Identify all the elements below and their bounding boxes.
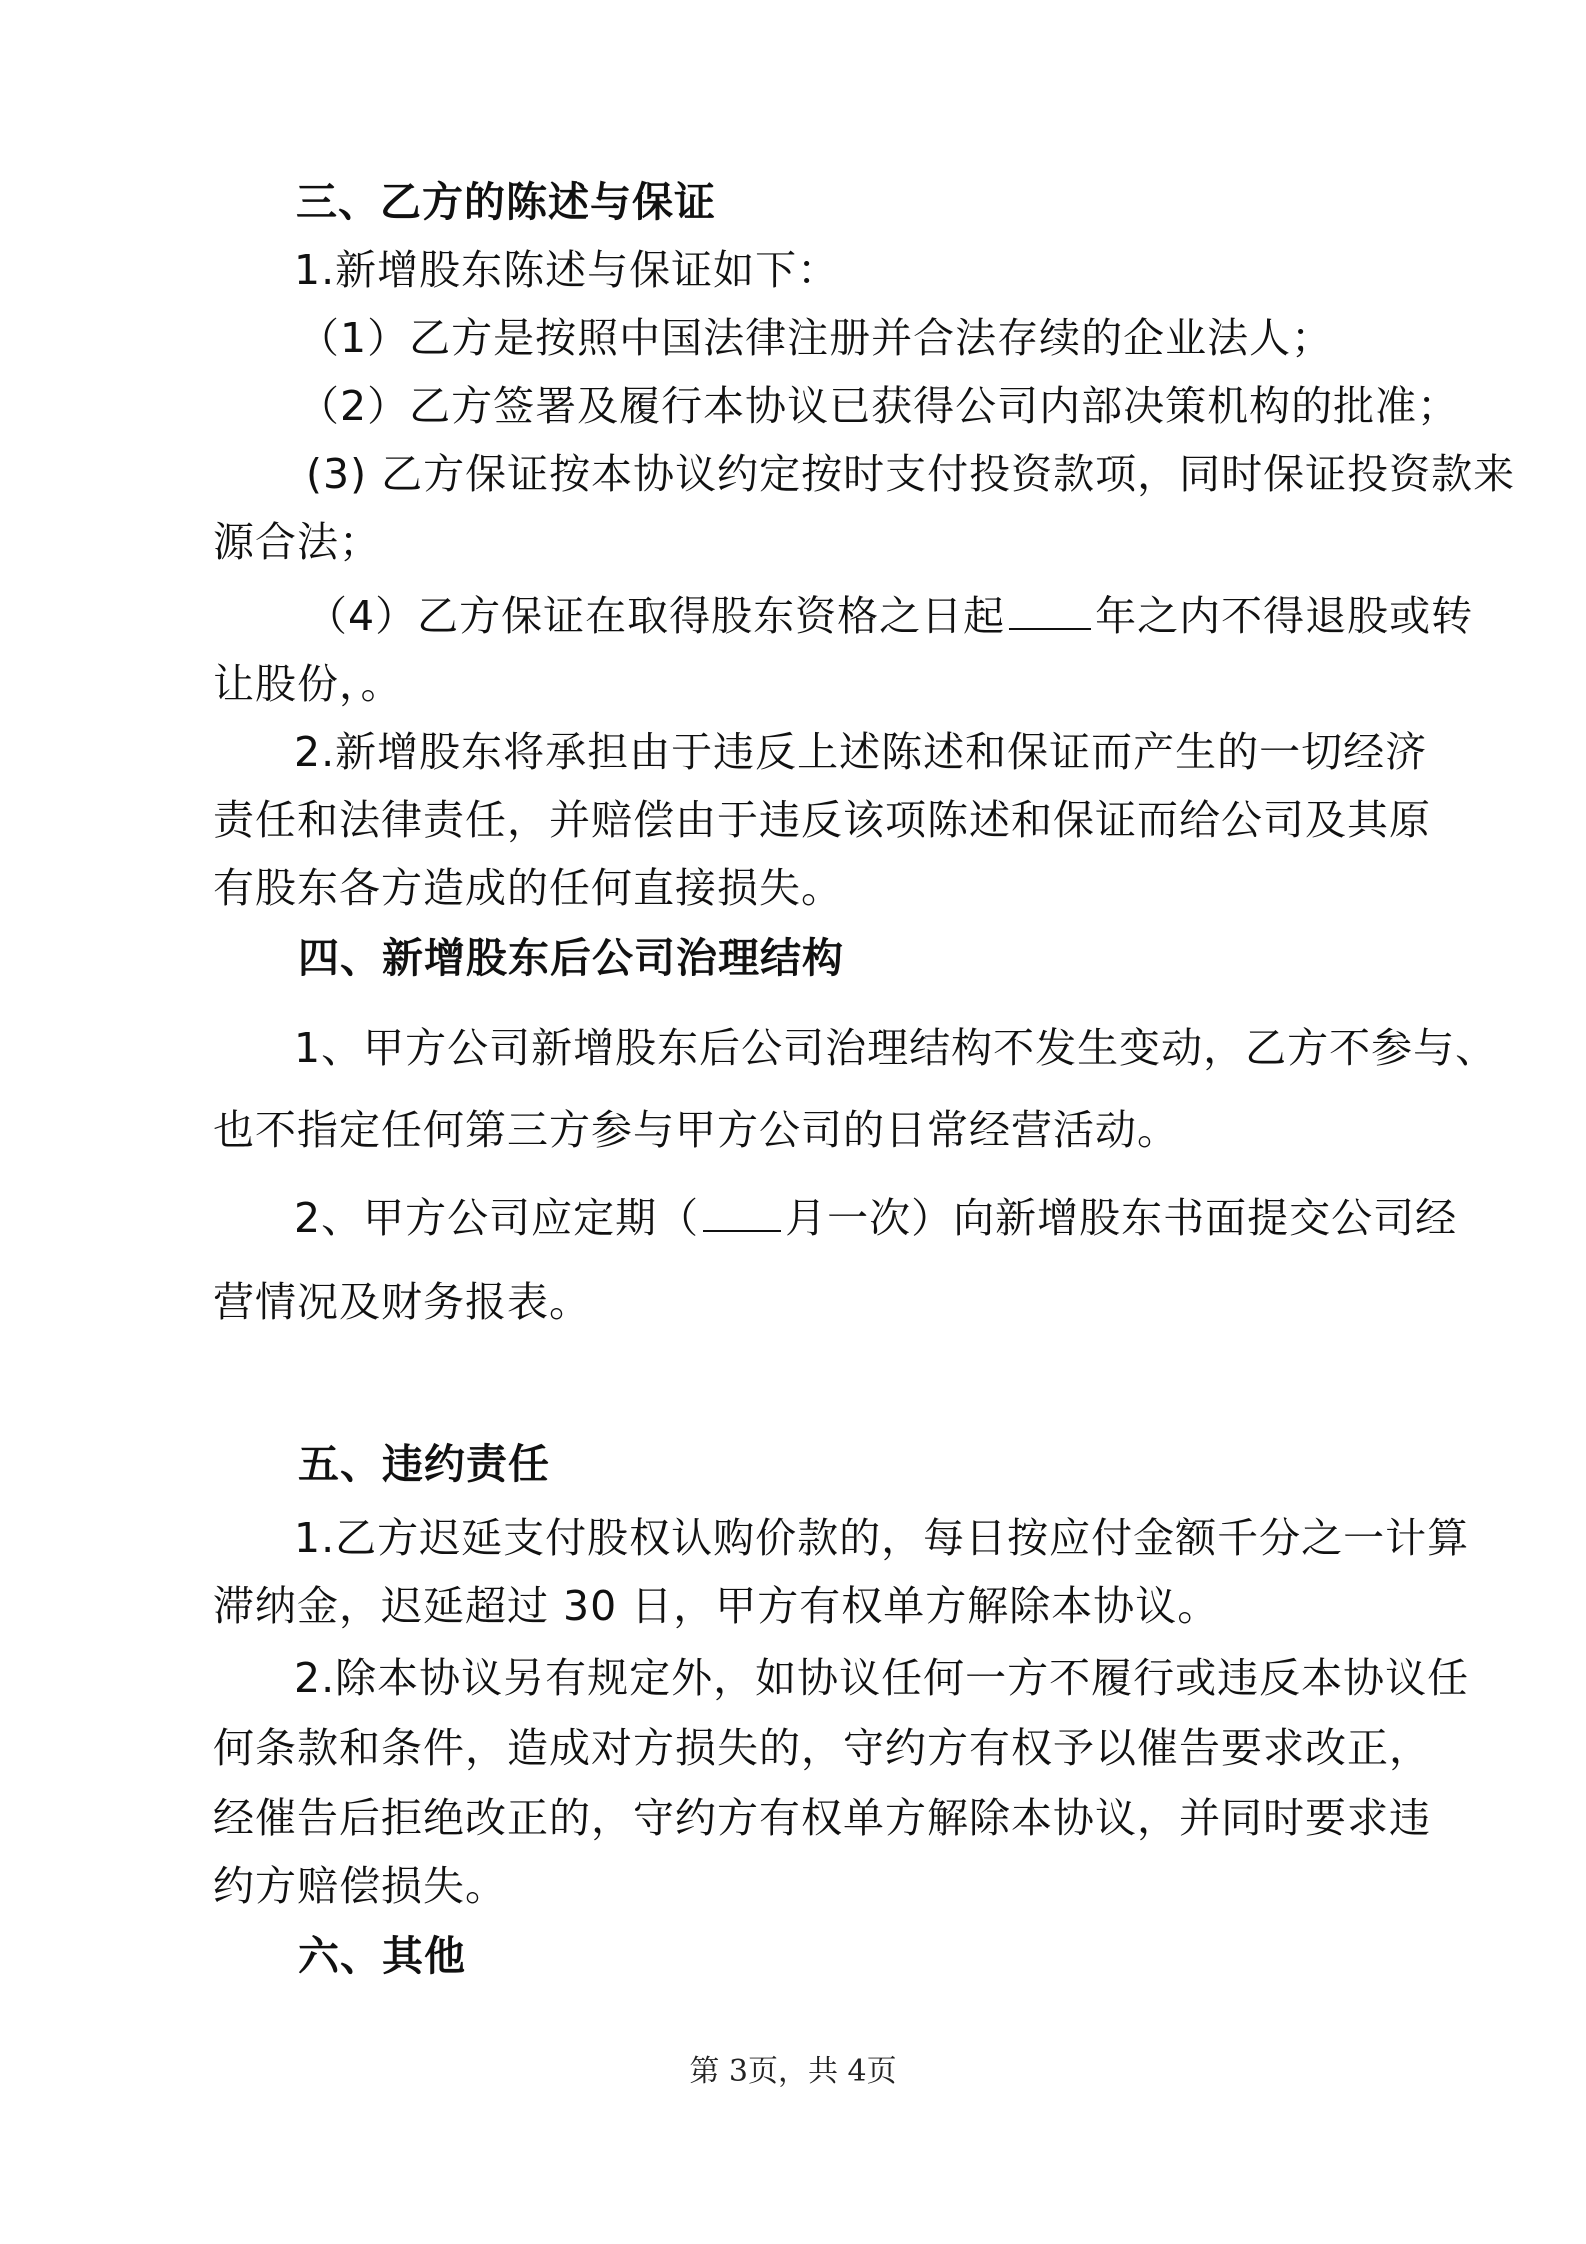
section-5-paragraph-1-line-2: 滞纳金，迟延超过 30 日，甲方有权单方解除本协议。 bbox=[213, 1582, 1220, 1630]
section-3-paragraph-2-line-3: 有股东各方造成的任何直接损失。 bbox=[213, 864, 843, 912]
section-3-item-2: （2）乙方签署及履行本协议已获得公司内部决策机构的批准； bbox=[298, 382, 1460, 430]
paragraph-2-text-after-blank: 月一次）向新增股东书面提交公司经 bbox=[785, 1194, 1458, 1242]
section-5-paragraph-2-line-3: 经催告后拒绝改正的，守约方有权单方解除本协议，并同时要求违 bbox=[213, 1794, 1431, 1842]
section-3-paragraph-2-line-2: 责任和法律责任，并赔偿由于违反该项陈述和保证而给公司及其原 bbox=[213, 796, 1431, 844]
section-5-paragraph-1-line-1: 1.乙方迟延支付股权认购价款的，每日按应付金额千分之一计算 bbox=[294, 1514, 1470, 1562]
section-5-paragraph-2-line-4: 约方赔偿损失。 bbox=[213, 1862, 507, 1910]
item-4-text-before-blank: （4）乙方保证在取得股东资格之日起 bbox=[306, 592, 1006, 640]
section-3-paragraph-2-line-1: 2.新增股东将承担由于违反上述陈述和保证而产生的一切经济 bbox=[294, 728, 1428, 776]
item-4-text-after-blank: 年之内不得退股或转 bbox=[1095, 592, 1474, 640]
section-5-paragraph-2-line-1: 2.除本协议另有规定外，如协议任何一方不履行或违反本协议任 bbox=[294, 1654, 1470, 1702]
section-4-paragraph-2-line-1 bbox=[294, 1190, 1457, 1246]
section-4-paragraph-1-line-2: 也不指定任何第三方参与甲方公司的日常经营活动。 bbox=[213, 1106, 1179, 1154]
section-5-heading: 五、违约责任 bbox=[298, 1440, 550, 1488]
section-4-paragraph-1-line-1: 1、甲方公司新增股东后公司治理结构不发生变动，乙方不参与、 bbox=[294, 1024, 1498, 1072]
section-5-paragraph-2-line-2: 何条款和条件，造成对方损失的，守约方有权予以催告要求改正， bbox=[213, 1724, 1431, 1772]
section-3-heading: 三、乙方的陈述与保证 bbox=[296, 178, 716, 226]
section-6-heading: 六、其他 bbox=[298, 1932, 466, 1980]
section-3-item-3-line-2: 源合法； bbox=[213, 518, 381, 566]
paragraph-2-text-before-blank: 2、甲方公司应定期（ bbox=[294, 1194, 700, 1242]
section-3-paragraph-1: 1.新增股东陈述与保证如下： bbox=[294, 246, 840, 294]
section-3-item-4-line-1 bbox=[306, 588, 1473, 644]
section-3-item-1: （1）乙方是按照中国法律注册并合法存续的企业法人； bbox=[298, 314, 1334, 362]
section-3-item-4-line-2: 让股份，。 bbox=[213, 660, 403, 708]
section-3-item-3-line-1: (3) 乙方保证按本协议约定按时支付投资款项，同时保证投资款来 bbox=[306, 450, 1516, 498]
months-blank-field bbox=[703, 1190, 781, 1232]
years-blank-field bbox=[1009, 588, 1091, 630]
section-4-paragraph-2-line-2: 营情况及财务报表。 bbox=[213, 1278, 591, 1326]
section-4-heading: 四、新增股东后公司治理结构 bbox=[298, 934, 844, 982]
page-number-footer: 第 3页，共 4页 bbox=[689, 2054, 897, 2089]
